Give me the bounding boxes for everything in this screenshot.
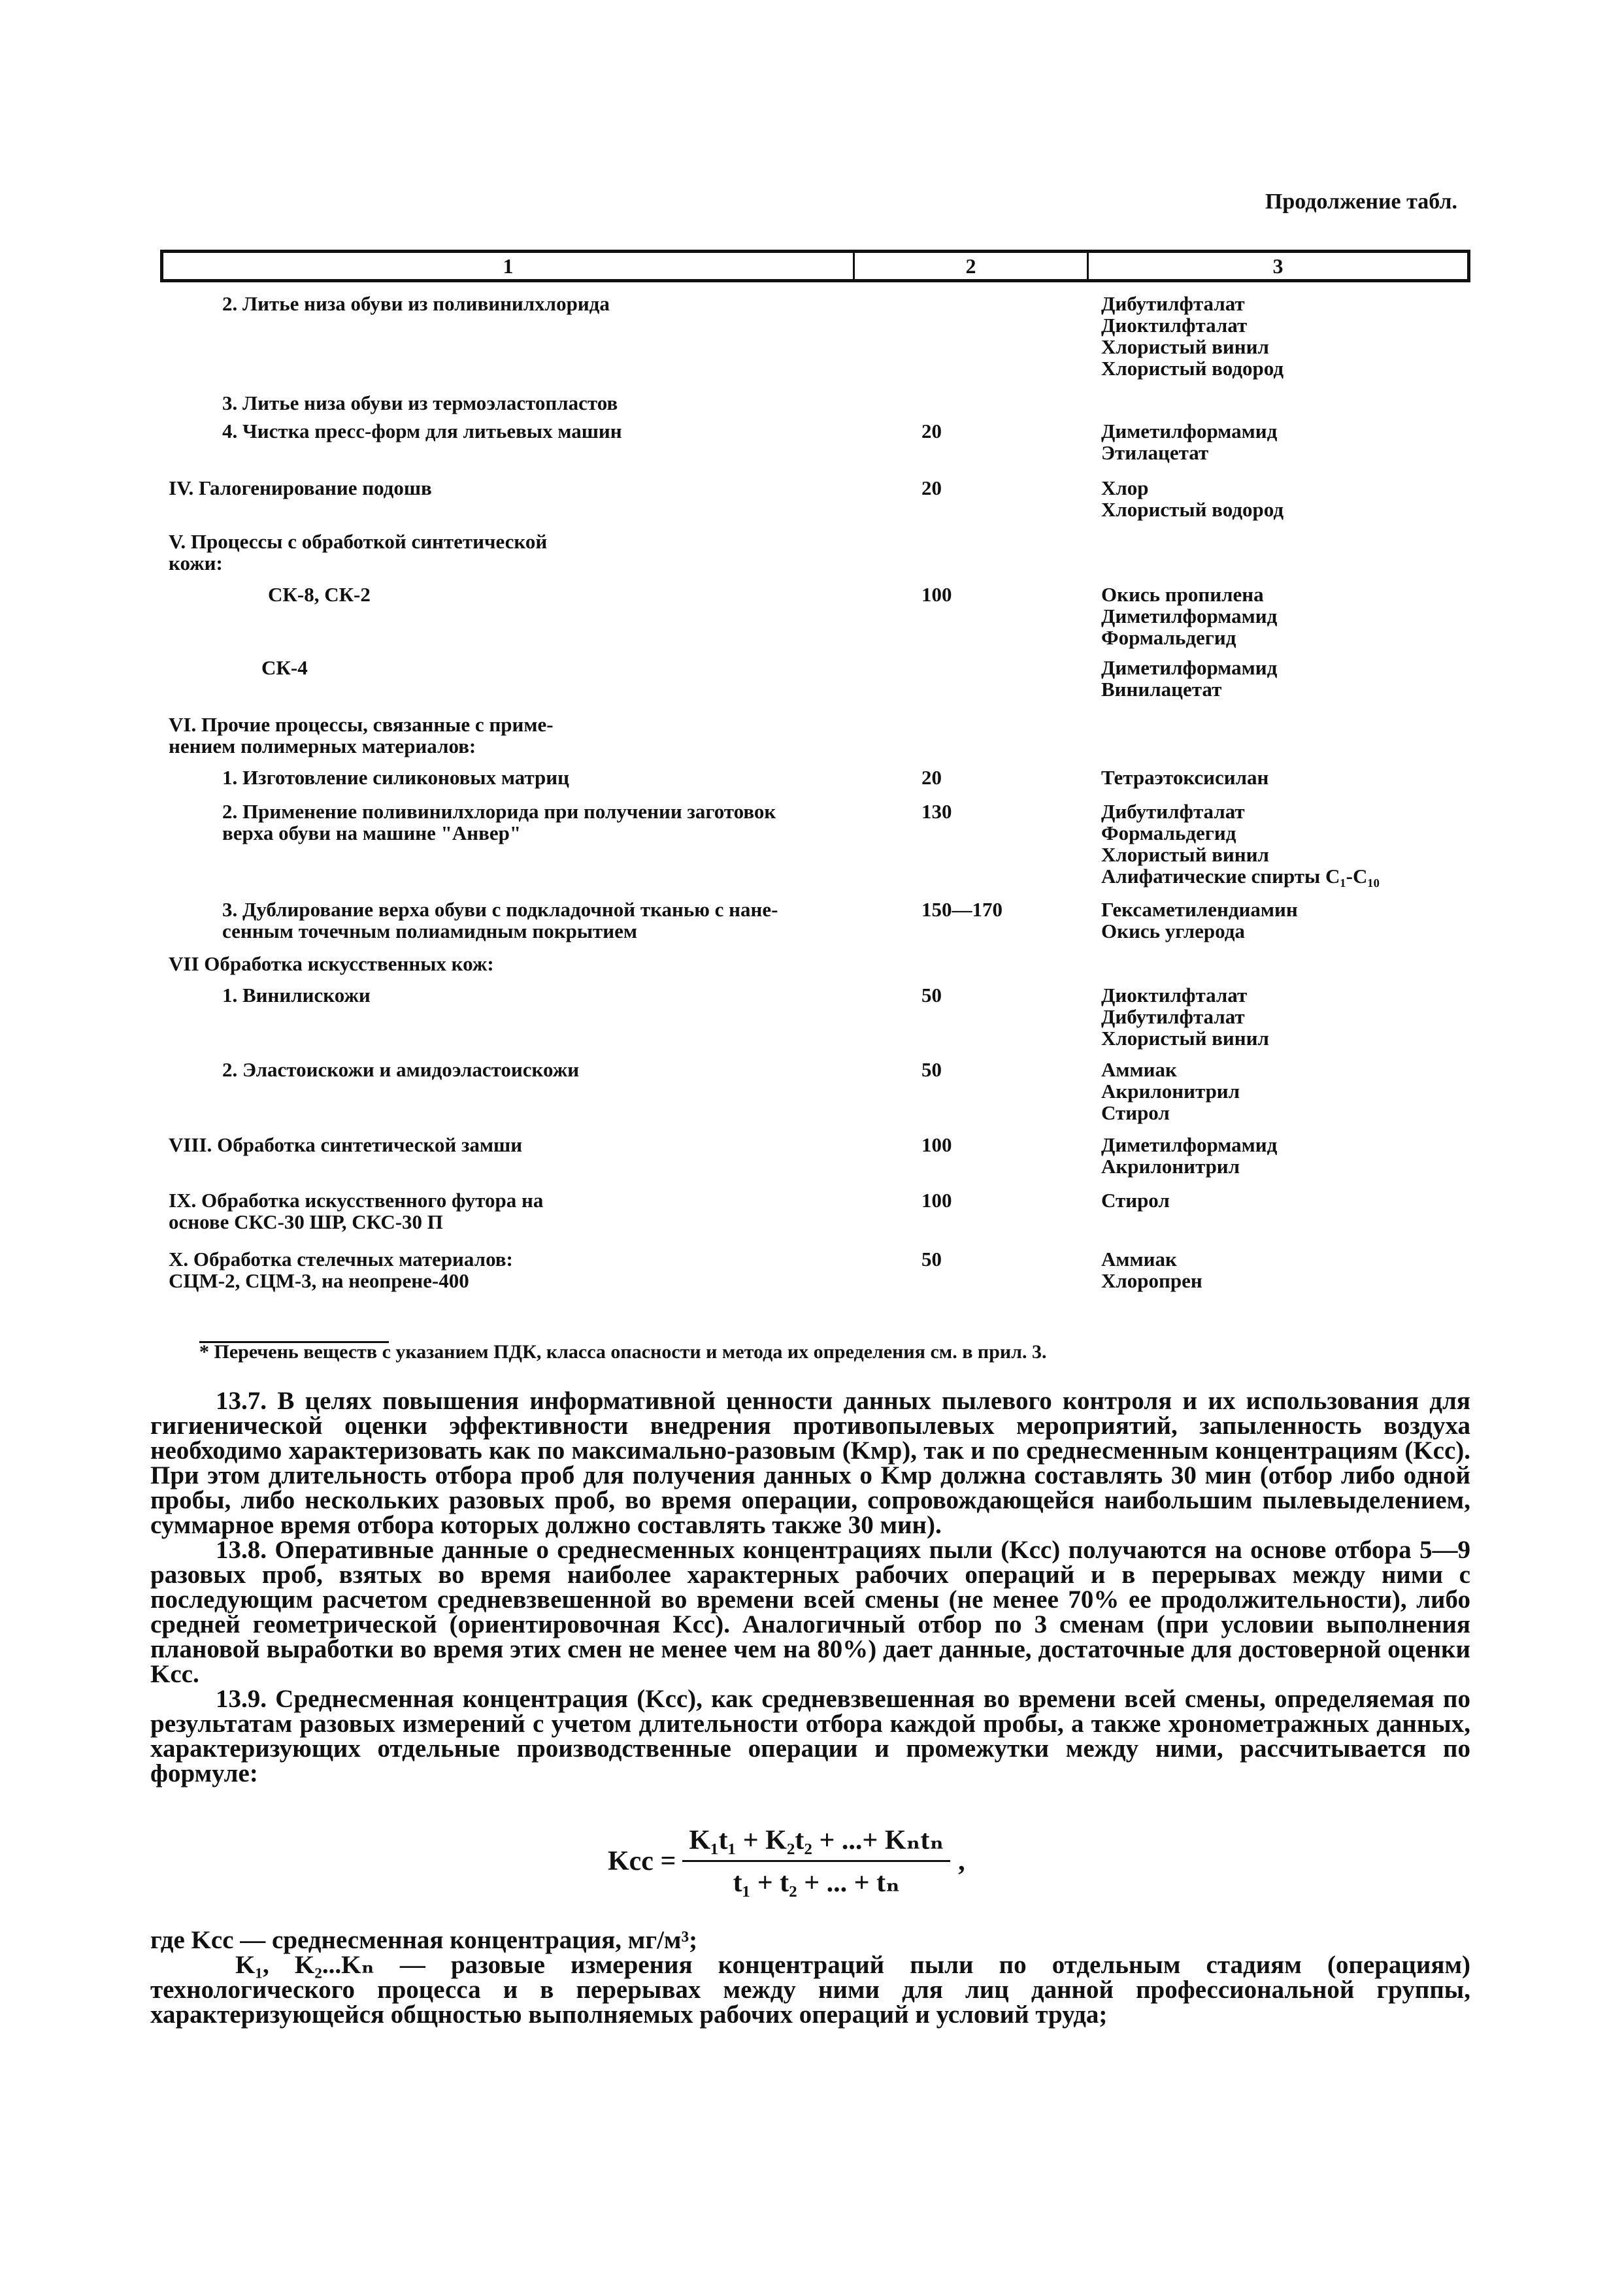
cell-value: 50 <box>921 984 942 1006</box>
paragraph-13-8: 13.8. Оперативные данные о среднесменных концентрациях пыли (Kсс) получаются на основе отбора 5—9 разовых проб, взятых во время наиболее характерных рабочих операций и в перерывах между ними с последующим расчетом средневзвешенной во времени всей смены (не менее 70% ее продолжительности), либо средней геометрической (ориентировочная Kсс). Аналогичный отбор по 3 сменам (при условии выполнения плановой выработки во время этих смен не менее чем на 80%) дает данные, достаточные для достоверной оценки Kсс. <box>150 1536 1470 1688</box>
cell-substances: Гексаметилендиамин Окись углерода <box>1101 898 1298 942</box>
paragraph-13-9: 13.9. Среднесменная концентрация (Kсс), как средневзвешенная во времени всей смены, определяемая по результатам разовых измерений с учетом длительности отбора каждой пробы, а также хронометражных данных, характеризующих отдельные производственные операции и промежутки между ними, рассчитывается по формуле: <box>150 1685 1470 1787</box>
cell-process: 2. Литье низа обуви из поливинилхлорида <box>222 292 610 315</box>
footnote: * Перечень веществ с указанием ПДК, класса опасности и метода их определения см. в прил. 3. <box>199 1341 1047 1363</box>
formula-tail: , <box>958 1846 965 1876</box>
cell-process: IX. Обработка искусственного футора на основе СКС-30 ШР, СКС-30 П <box>169 1189 544 1233</box>
cell-process: 3. Литье низа обуви из термоэластопластов <box>222 391 618 414</box>
table-continuation-label: Продолжение табл. <box>1265 190 1457 214</box>
cell-value: 20 <box>921 476 942 499</box>
cell-process: СК-4 <box>261 656 308 679</box>
header-col-2: 2 <box>855 253 1089 279</box>
cell-process: VIII. Обработка синтетической замши <box>169 1133 523 1156</box>
cell-process: 2. Эластоискожи и амидоэластоискожи <box>222 1058 580 1081</box>
header-col-3: 3 <box>1272 254 1284 278</box>
cell-value: 100 <box>921 583 952 606</box>
body-text <box>150 1389 1470 1786</box>
cell-substances: Аммиак Акрилонитрил Стирол <box>1101 1058 1240 1124</box>
cell-process: IV. Галогенирование подошв <box>169 476 432 499</box>
formula-lhs: Kсс = <box>608 1846 676 1876</box>
cell-process: СК-8, СК-2 <box>268 583 371 606</box>
paragraph-13-7: 13.7. В целях повышения информативной ценности данных пылевого контроля и их использования для гигиенической оценки эффективности внедрения противопылевых мероприятий, запыленность воздуха необходимо характеризовать как по максимально-разовым (Kмр), так и по среднесменным концентрациям (Kсс). При этом длительность отбора проб для получения данных о Kмр должна составлять 30 мин (отбор либо одной пробы, либо нескольких разовых проб, во время операции, сопровождающейся наибольшим пылевыделением, суммарное время отбора которых должно составлять также 30 мин). <box>150 1387 1470 1539</box>
header-col-1: 1 <box>163 253 855 279</box>
cell-value: 20 <box>921 420 942 442</box>
cell-substances: Тетраэтоксисилан <box>1101 766 1269 789</box>
cell-value: 100 <box>921 1189 952 1212</box>
cell-substances: Хлор Хлористый водород <box>1101 476 1284 521</box>
cell-value: 50 <box>921 1058 942 1081</box>
formula-denominator: t₁ + t₂ + ... + tₙ <box>733 1868 900 1898</box>
formula-fraction <box>682 1823 950 1899</box>
cell-process: 3. Дублирование верха обуви с подкладочной тканью с нане- сенным точечным полиамидным покрытием <box>222 898 778 942</box>
cell-substances: Окись пропилена Диметилформамид Формальдегид <box>1101 583 1278 649</box>
cell-substances: Дибутилфталат Формальдегид Хлористый винил Алифатические спирты C₁-C₁₀ <box>1101 800 1380 888</box>
cell-process: X. Обработка стелечных материалов: СЦМ-2, СЦМ-3, на неопрене-400 <box>169 1248 513 1292</box>
cell-substances: Диметилформамид Акрилонитрил <box>1101 1133 1278 1178</box>
cell-process: VI. Прочие процессы, связанные с приме- нением полимерных материалов: <box>169 713 554 757</box>
formula-legend <box>150 1928 1470 2027</box>
cell-substances: Диметилформамид Винилацетат <box>1101 656 1278 701</box>
formula <box>608 1823 965 1899</box>
legend-kcc: где Kсс — среднесменная концентрация, мг/м³; <box>150 1926 698 1954</box>
cell-process: 1. Изготовление силиконовых матриц <box>222 766 570 789</box>
cell-value: 130 <box>921 800 952 823</box>
formula-numerator: K₁t₁ + K₂t₂ + ...+ Kₙtₙ <box>682 1823 950 1862</box>
cell-substances: Диметилформамид Этилацетат <box>1101 420 1278 464</box>
cell-substances: Дибутилфталат Диоктилфталат Хлористый винил Хлористый водород <box>1101 292 1284 380</box>
table-header <box>160 250 1470 282</box>
cell-process: 2. Применение поливинилхлорида при получении заготовок верха обуви на машине "Анвер" <box>222 800 776 844</box>
cell-substances: Стирол <box>1101 1189 1170 1212</box>
cell-value: 50 <box>921 1248 942 1271</box>
cell-process: 4. Чистка пресс-форм для литьевых машин <box>222 420 622 442</box>
cell-substances: Аммиак Хлоропрен <box>1101 1248 1202 1292</box>
cell-value: 100 <box>921 1133 952 1156</box>
cell-value: 20 <box>921 766 942 789</box>
cell-value: 150—170 <box>921 898 1003 921</box>
legend-k: K₁, K₂...Kₙ — разовые измерения концентраций пыли по отдельным стадиям (операциям) технологического процесса и в перерывах между ними для лиц данной профессиональной группы, характеризующейся общностью выполняемых рабочих операций и условий труда; <box>150 1951 1470 2029</box>
cell-process: 1. Винилискожи <box>222 984 371 1006</box>
cell-process: VII Обработка искусственных кож: <box>169 952 494 975</box>
cell-substances: Диоктилфталат Дибутилфталат Хлористый винил <box>1101 984 1269 1050</box>
cell-process: V. Процессы с обработкой синтетической кожи: <box>169 530 548 574</box>
